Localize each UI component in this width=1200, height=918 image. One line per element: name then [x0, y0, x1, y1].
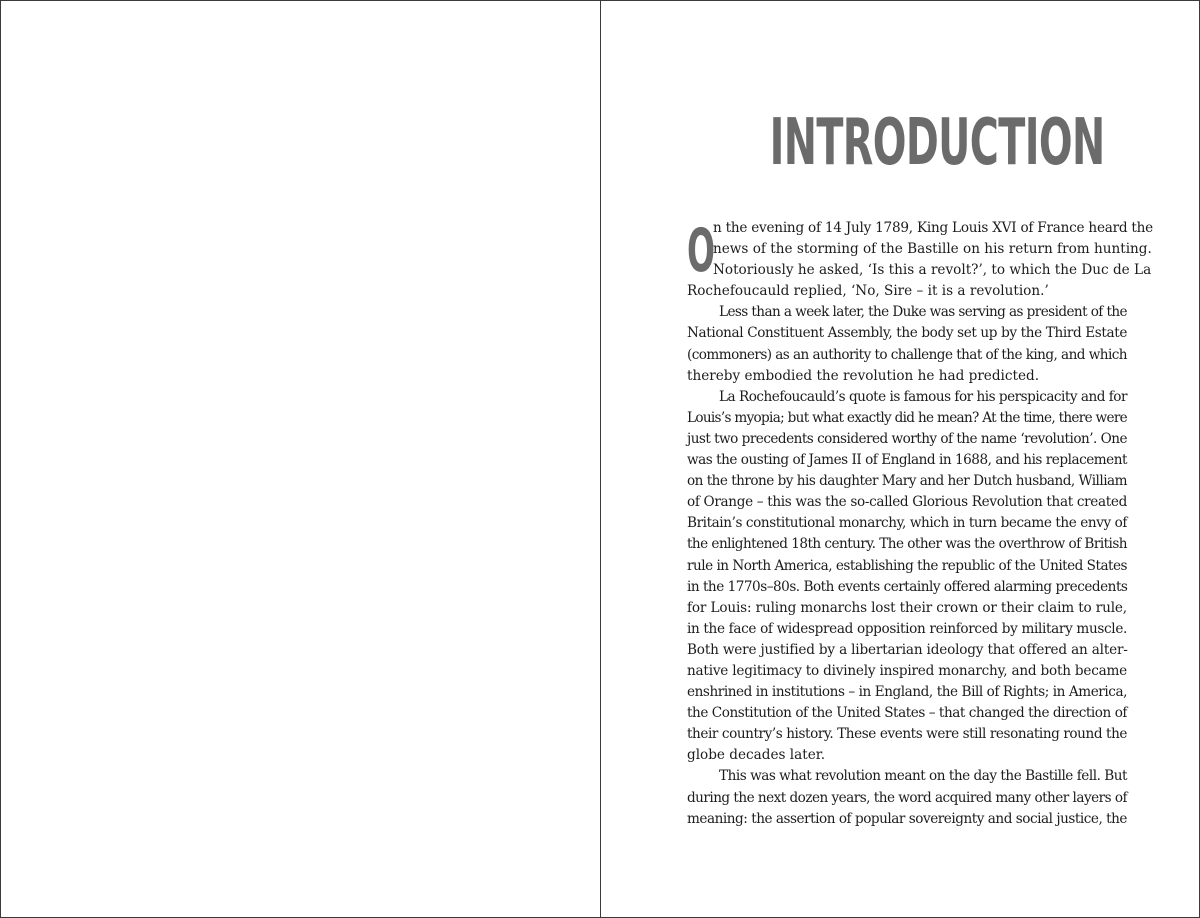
- text-line: (commoners) as an authority to challenge that of the king, and which: [687, 346, 1128, 363]
- text-line: Less than a week later, the Duke was serving as president of the: [719, 304, 1128, 321]
- text-line: news of the storming of the Bastille on his return from hunting.: [713, 241, 1152, 258]
- text-line: globe decades later.: [687, 747, 826, 764]
- text-line: Both were justified by a libertarian ideology that offered an alter-: [687, 641, 1128, 658]
- drop-cap: O: [687, 216, 716, 286]
- text-line: the Constitution of the United States – that changed the direction of: [687, 705, 1128, 722]
- text-line: This was what revolution meant on the day the Bastille fell. But: [719, 768, 1128, 785]
- text-line: their country’s history. These events were still resonating round the: [687, 726, 1128, 743]
- left-page-blank: [1, 1, 600, 917]
- text-line: just two precedents considered worthy of the name ‘revolution’. One: [687, 430, 1127, 447]
- text-line: native legitimacy to divinely inspired monarchy, and both became: [687, 662, 1127, 679]
- paragraph-3: [687, 387, 1127, 767]
- text-line: thereby embodied the revolution he had predicted.: [687, 367, 1040, 384]
- text-line: n the evening of 14 July 1789, King Louis XVI of France heard the: [713, 220, 1153, 236]
- text-line: enshrined in institutions – in England, the Bill of Rights; in America,: [687, 684, 1127, 701]
- body-text: [687, 216, 1153, 830]
- text-line: the enlightened 18th century. The other was the overthrow of British: [687, 536, 1128, 553]
- paragraph-1: [687, 216, 1153, 302]
- text-line: rule in North America, establishing the republic of the United States: [687, 557, 1128, 574]
- text-line: in the face of widespread opposition reinforced by military muscle.: [687, 620, 1128, 637]
- chapter-title: INTRODUCTION: [769, 106, 1105, 180]
- paragraph-4: [687, 766, 1127, 829]
- text-line: in the 1770s–80s. Both events certainly offered alarming precedents: [687, 578, 1128, 595]
- text-line: for Louis: ruling monarchs lost their crown or their claim to rule,: [687, 599, 1127, 616]
- text-line: Britain’s constitutional monarchy, which in turn became the envy of: [687, 515, 1128, 532]
- text-line: National Constituent Assembly, the body set up by the Third Estate: [687, 325, 1128, 342]
- text-line: of Orange – this was the so-called Glorious Revolution that created: [687, 494, 1127, 511]
- paragraph-2: [687, 302, 1127, 386]
- text-line: Louis’s myopia; but what exactly did he mean? At the time, there were: [687, 409, 1128, 426]
- right-page: [601, 1, 1199, 917]
- text-line: during the next dozen years, the word acquired many other layers of: [687, 789, 1128, 806]
- text-line: La Rochefoucauld’s quote is famous for his perspicacity and for: [719, 388, 1127, 405]
- text-line: meaning: the assertion of popular sovereignty and social justice, the: [687, 810, 1127, 827]
- text-line: was the ousting of James II of England in 1688, and his replacement: [687, 452, 1128, 469]
- text-line: on the throne by his daughter Mary and her Dutch husband, William: [687, 473, 1127, 490]
- text-line: Notoriously he asked, ‘Is this a revolt?’, to which the Duc de La: [713, 262, 1152, 279]
- text-line: Rochefoucauld replied, ‘No, Sire – it is a revolution.’: [687, 283, 1049, 300]
